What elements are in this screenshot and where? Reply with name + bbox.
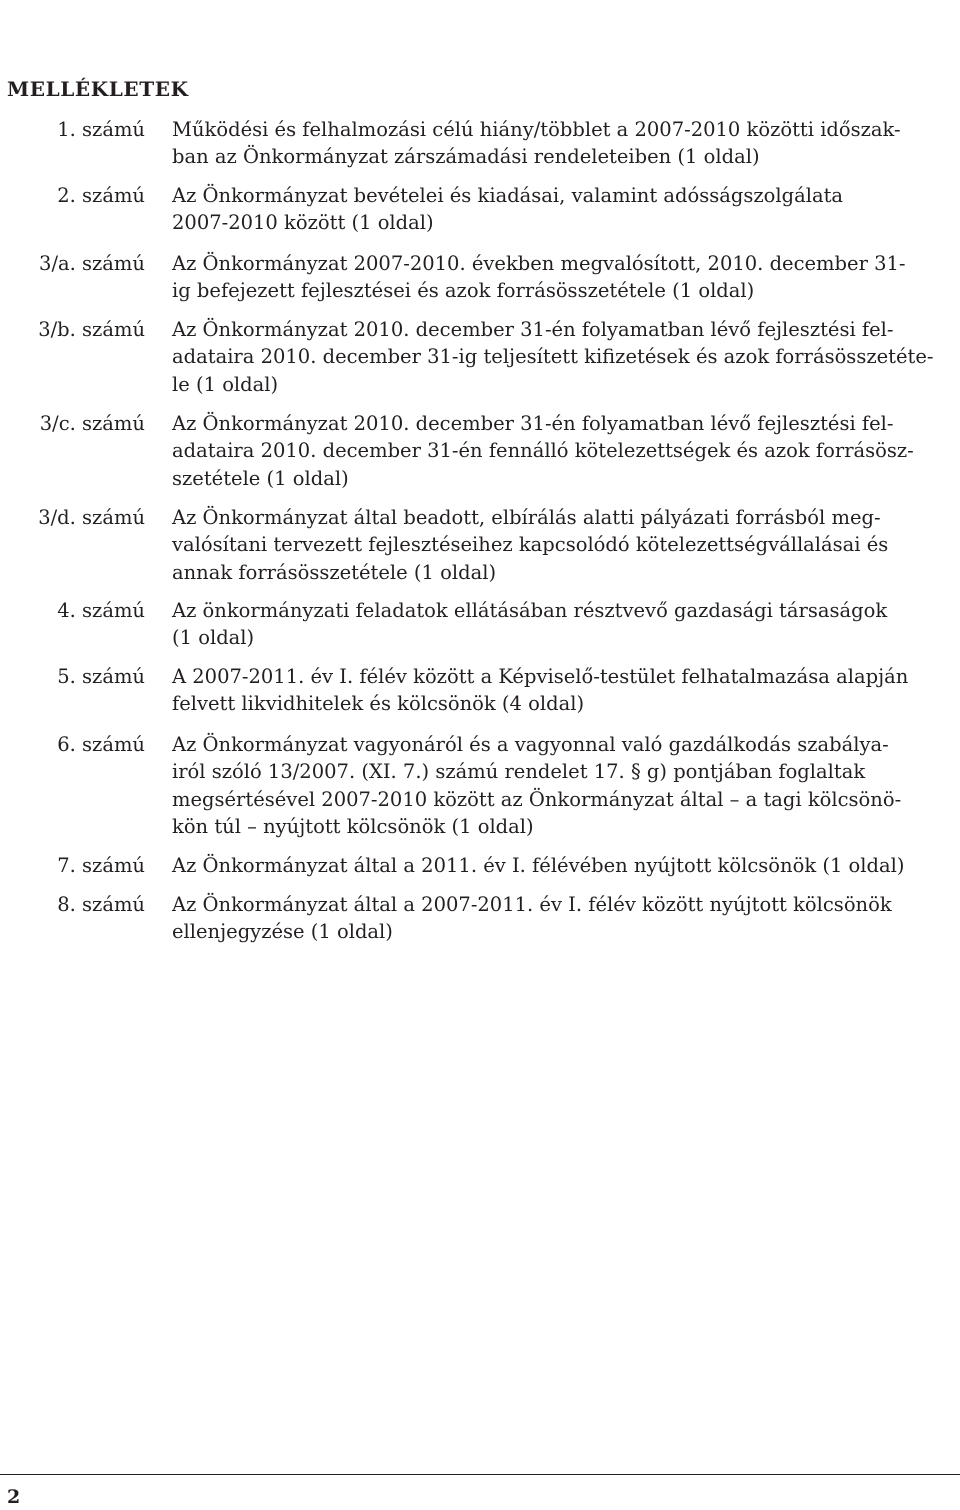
annex-description-line: Működési és felhalmozási célú hiány/többlet a 2007-2010 közötti időszak- xyxy=(172,118,901,141)
annex-description-line: ellenjegyzése (1 oldal) xyxy=(172,920,393,944)
annex-description-line: annak forrásösszetétele (1 oldal) xyxy=(172,560,497,584)
annex-description-line: szetétele (1 oldal) xyxy=(172,466,349,490)
annex-number: 3/a. számú xyxy=(39,252,145,275)
annex-description-line: valósítani tervezett fejlesztéseihez kapcsolódó kötelezettségvállalásai és xyxy=(172,533,889,557)
annex-description-line: 2007-2010 között (1 oldal) xyxy=(172,211,434,235)
annex-description-line: le (1 oldal) xyxy=(172,372,279,396)
annex-number: 3/c. számú xyxy=(39,412,145,435)
footer-rule xyxy=(0,1474,960,1475)
annex-description-line: ig befejezett fejlesztései és azok forrásösszetétele (1 oldal) xyxy=(172,279,755,303)
annex-description-line: (1 oldal) xyxy=(172,626,255,650)
annex-description-line: adataira 2010. december 31-én fennálló kötelezettségek és azok forrásösz- xyxy=(172,439,914,463)
annex-number: 6. számú xyxy=(57,733,145,756)
page-number: 2 xyxy=(7,1486,21,1508)
annex-description-line: Az Önkormányzat által a 2011. év I. félévében nyújtott kölcsönök (1 oldal) xyxy=(172,854,905,877)
annex-description-line: Az Önkormányzat által beadott, elbírálás alatti pályázati forrásból meg- xyxy=(172,506,881,529)
annex-description-line: felvett likvidhitelek és kölcsönök (4 oldal) xyxy=(172,692,585,716)
annex-description-line: ban az Önkormányzat zárszámadási rendeleteiben (1 oldal) xyxy=(172,145,760,169)
annex-description-line: A 2007-2011. év I. félév között a Képviselő-testület felhatalmazása alapján xyxy=(172,665,909,688)
annex-number: 5. számú xyxy=(57,665,145,688)
annex-number: 3/b. számú xyxy=(38,318,145,341)
annex-description-line: kön túl – nyújtott kölcsönök (1 oldal) xyxy=(172,814,534,838)
annex-description-line: Az Önkormányzat 2010. december 31-én folyamatban lévő fejlesztési fel- xyxy=(172,412,894,435)
annex-description-line: Az Önkormányzat által a 2007-2011. év I. félév között nyújtott kölcsönök xyxy=(172,893,892,916)
document-heading: MELLÉKLETEK xyxy=(7,77,189,101)
annex-number: 2. számú xyxy=(57,184,145,207)
annex-description-line: Az önkormányzati feladatok ellátásában résztvevő gazdasági társaságok xyxy=(172,599,888,622)
annex-description-line: adataira 2010. december 31-ig teljesített kifizetések és azok forrásösszetéte- xyxy=(172,345,934,369)
annex-number: 3/d. számú xyxy=(38,506,145,529)
annex-description-line: Az Önkormányzat 2007-2010. években megvalósított, 2010. december 31- xyxy=(172,252,906,275)
annex-number: 1. számú xyxy=(57,118,145,141)
annex-description-line: iról szóló 13/2007. (XI. 7.) számú rendelet 17. § g) pontjában foglaltak xyxy=(172,760,866,784)
annex-number: 7. számú xyxy=(57,854,145,877)
annex-description-line: Az Önkormányzat bevételei és kiadásai, valamint adósságszolgálata xyxy=(172,184,844,207)
annex-description-line: megsértésével 2007-2010 között az Önkormányzat által – a tagi kölcsönö- xyxy=(172,787,902,811)
annex-description-line: Az Önkormányzat vagyonáról és a vagyonnal való gazdálkodás szabálya- xyxy=(172,733,889,756)
annex-number: 8. számú xyxy=(57,893,145,916)
annex-number: 4. számú xyxy=(57,599,145,622)
annex-description-line: Az Önkormányzat 2010. december 31-én folyamatban lévő fejlesztési fel- xyxy=(172,318,894,341)
